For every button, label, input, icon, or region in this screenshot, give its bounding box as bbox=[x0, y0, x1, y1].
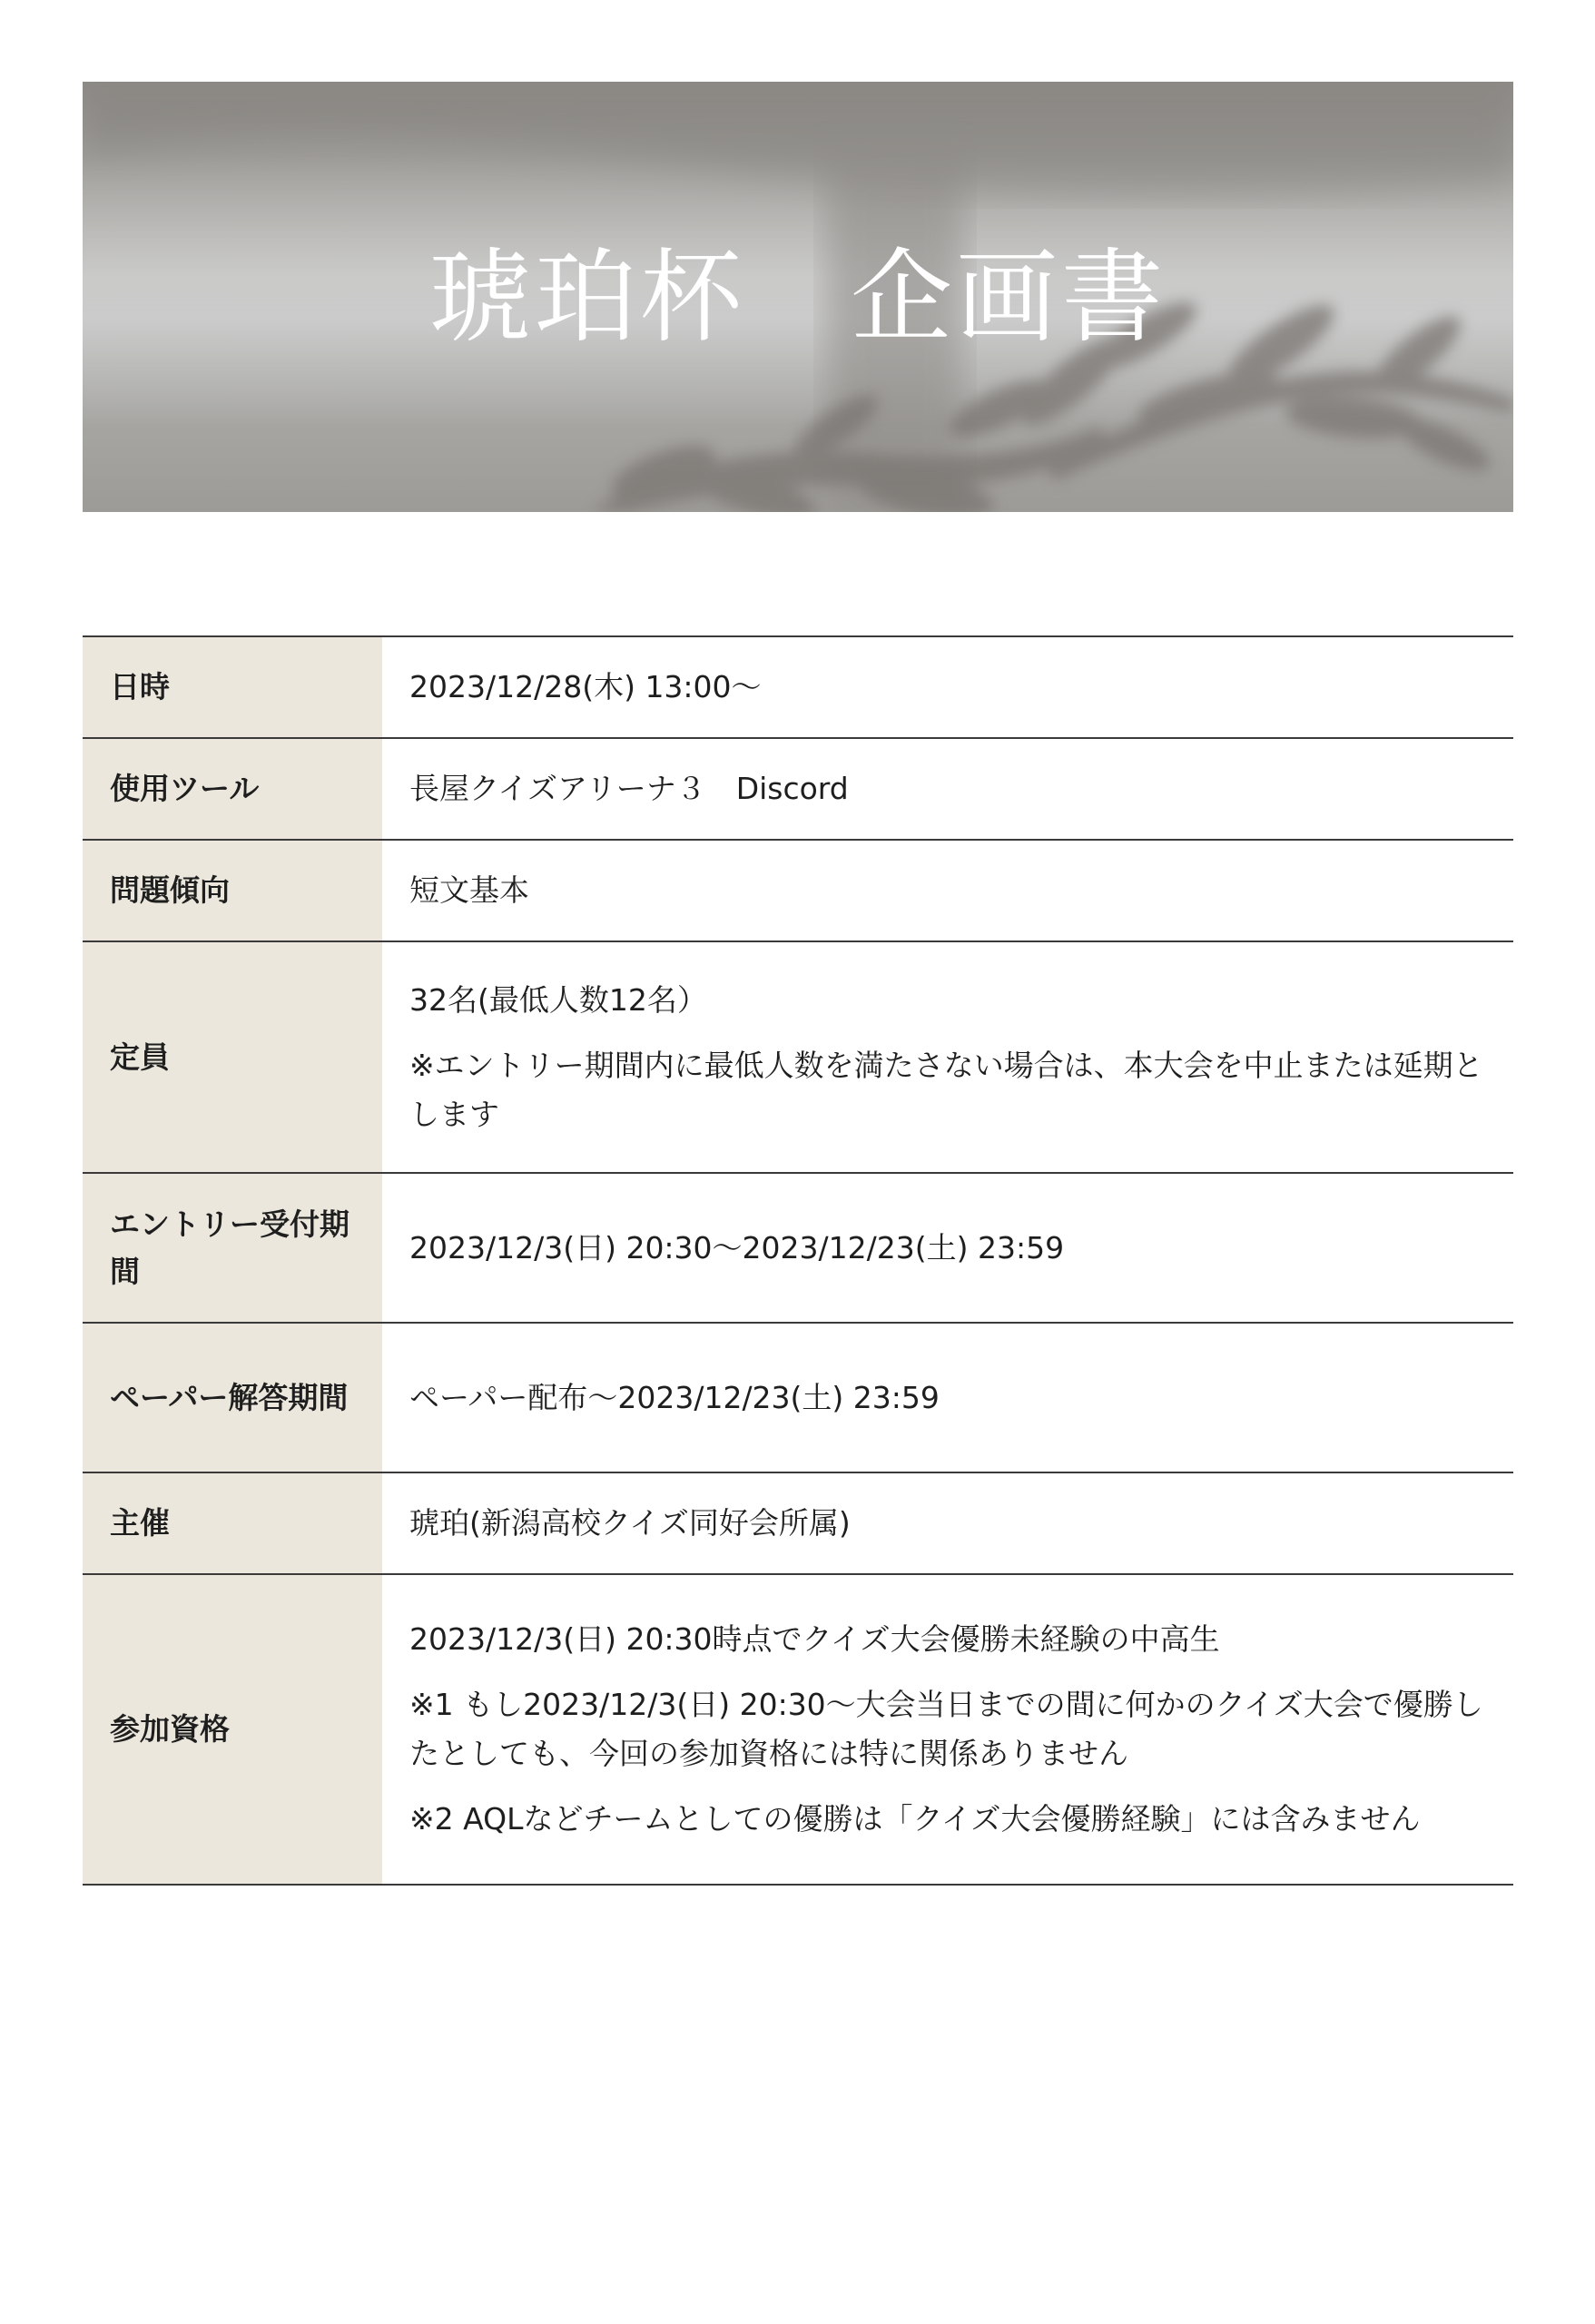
row-label: 日時 bbox=[83, 637, 382, 737]
row-value bbox=[382, 1473, 1513, 1573]
row-note: ※1 もし2023/12/3(日) 20:30〜大会当日までの間に何かのクイズ大会で優勝したとしても、今回の参加資格には特に関係ありません bbox=[409, 1687, 1483, 1771]
row-text: 琥珀(新潟高校クイズ同好会所属) bbox=[409, 1505, 851, 1541]
row-label: 定員 bbox=[83, 942, 382, 1172]
row-value bbox=[382, 1174, 1513, 1322]
row-value bbox=[382, 942, 1513, 1172]
row-text: 32名(最低人数12名） bbox=[409, 981, 707, 1018]
table-row-paper-period bbox=[83, 1324, 1513, 1473]
row-value bbox=[382, 1575, 1513, 1884]
table-row-question-style bbox=[83, 841, 1513, 942]
table-row-organizer bbox=[83, 1473, 1513, 1575]
table-row-eligibility bbox=[83, 1575, 1513, 1886]
row-label: ペーパー解答期間 bbox=[83, 1324, 382, 1472]
document-title: 琥珀杯 企画書 bbox=[429, 239, 1167, 357]
row-note: ※2 AQLなどチームとしての優勝は「クイズ大会優勝経験」には含みません bbox=[409, 1801, 1421, 1837]
row-label: 問題傾向 bbox=[83, 841, 382, 940]
table-row-capacity bbox=[83, 942, 1513, 1174]
row-label: エントリー受付期間 bbox=[83, 1174, 382, 1322]
row-label: 参加資格 bbox=[83, 1575, 382, 1884]
row-text: 短文基本 bbox=[409, 872, 529, 908]
row-value bbox=[382, 739, 1513, 839]
row-text: ペーパー配布〜2023/12/23(土) 23:59 bbox=[409, 1379, 940, 1415]
row-text: 長屋クイズアリーナ３ Discord bbox=[409, 771, 849, 806]
row-text: 2023/12/3(日) 20:30〜2023/12/23(土) 23:59 bbox=[409, 1229, 1065, 1265]
row-value bbox=[382, 841, 1513, 940]
header-banner bbox=[83, 82, 1513, 512]
row-label: 主催 bbox=[83, 1473, 382, 1573]
row-text: 2023/12/28(木) 13:00〜 bbox=[409, 669, 762, 704]
row-note: ※エントリー期間内に最低人数を満たさない場合は、本大会を中止または延期とします bbox=[409, 1047, 1483, 1132]
row-label: 使用ツール bbox=[83, 739, 382, 839]
row-value bbox=[382, 1324, 1513, 1472]
row-value bbox=[382, 637, 1513, 737]
table-row-datetime bbox=[83, 637, 1513, 739]
table-row-entry-period bbox=[83, 1174, 1513, 1324]
row-text: 2023/12/3(日) 20:30時点でクイズ大会優勝未経験の中高生 bbox=[409, 1621, 1220, 1657]
info-table bbox=[83, 635, 1513, 1886]
table-row-tools bbox=[83, 739, 1513, 841]
